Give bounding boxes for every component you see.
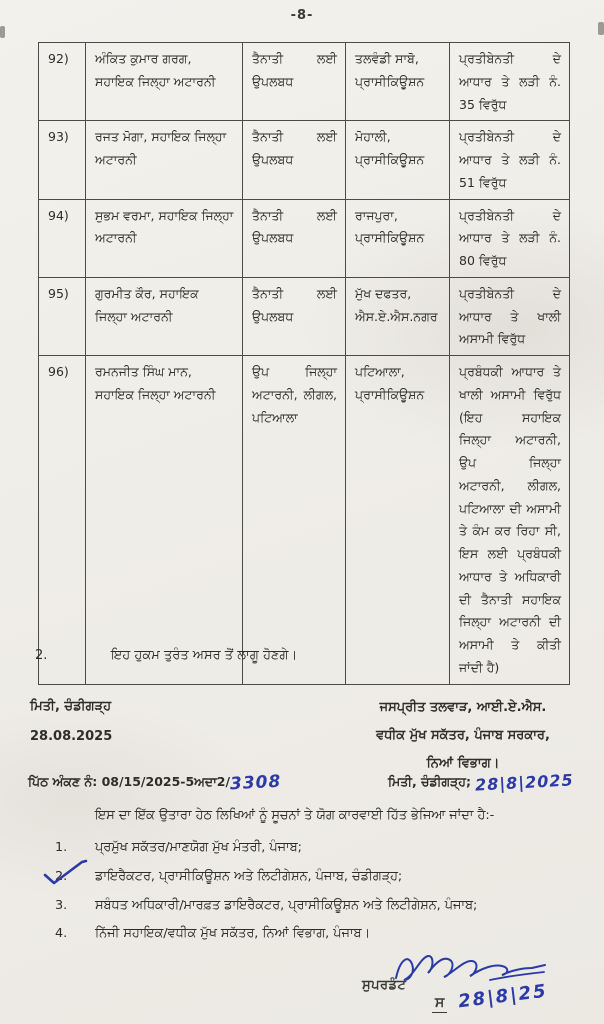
table-row xyxy=(39,277,570,355)
signatory-department: ਨਿਆਂ ਵਿਭਾਗ। xyxy=(426,755,500,771)
cell-station: ਮੁੱਖ ਦਫਤਰ, ਐਸ.ਏ.ਐਸ.ਨਗਰ xyxy=(346,277,450,355)
cell-posting: ਤੈਨਾਤੀ ਲਈ ਉਪਲਬਧ xyxy=(243,277,346,355)
distribution-item-text: ਨਿੱਜੀ ਸਹਾਇਕ/ਵਧੀਕ ਮੁੱਖ ਸਕੱਤਰ, ਨਿਆਂ ਵਿਭਾਗ, ਪੰਜਾਬ। xyxy=(95,926,371,941)
signature-date-handwritten: 28|8|25 xyxy=(457,980,549,1013)
cell-officer: ਗੁਰਮੀਤ ਕੌਰ, ਸਹਾਇਕ ਜਿਲ੍ਹਾ ਅਟਾਰਨੀ xyxy=(86,277,243,355)
distribution-item-number: 1. xyxy=(55,840,68,855)
cell-station: ਪਟਿਆਲਾ, ਪ੍ਰਾਸੀਕਿਊਸ਼ਨ xyxy=(346,356,450,685)
endorsement-ref-label: ਪਿੱਠ ਅੰਕਣ ਨੰ: 08/15/2025-5ਅਦਾ2/ xyxy=(28,774,231,789)
order-paragraph xyxy=(35,648,575,663)
cell-officer: ਸੁਭਮ ਵਰਮਾ, ਸਹਾਇਕ ਜਿਲ੍ਹਾ ਅਟਾਰਨੀ xyxy=(86,199,243,277)
order-paragraph-text: ਇਹ ਹੁਕਮ ਤੁਰੰਤ ਅਸਰ ਤੋਂ ਲਾਗੂ ਹੋਣਗੇ। xyxy=(111,648,298,663)
distribution-intro: ਇਸ ਦਾ ਇੱਕ ਉਤਾਰਾ ਹੇਠ ਲਿਖਿਆਂ ਨੂੰ ਸੂਚਨਾਂ ਤੇ ਯੋਗ ਕਾਰਵਾਈ ਹਿੱਤ ਭੇਜਿਆ ਜਾਂਦਾ ਹੈ:- xyxy=(95,808,495,823)
distribution-item-text: ਪ੍ਰਮੁੱਖ ਸਕੱਤਰ/ਮਾਣਯੋਗ ਮੁੱਖ ਮੰਤਰੀ, ਪੰਜਾਬ; xyxy=(95,840,302,855)
cell-posting: ਉਪ ਜਿਲ੍ਹਾ ਅਟਾਰਨੀ, ਲੀਗਲ, ਪਟਿਆਲਾ xyxy=(243,356,346,685)
cell-basis: ਪ੍ਰਬੰਧਕੀ ਆਧਾਰ ਤੇ ਖਾਲੀ ਅਸਾਮੀ ਵਿਰੁੱਧ (ਇਹ ਸਹਾਇਕ ਜਿਲ੍ਹਾ ਅਟਾਰਨੀ, ਉਪ ਜਿਲ੍ਹਾ ਅਟਾਰਨੀ, ਲੀਗਲ, ਪਟਿਆਲਾ ਦੀ ਅਸਾਮੀ ਤੇ ਕੰਮ ਕਰ ਰਿਹਾ ਸੀ, ਇਸ ਲਈ ਪ੍ਰਬੰਧਕੀ ਆਧਾਰ ਤੇ ਅਧਿਕਾਰੀ ਦੀ ਤੈਨਾਤੀ ਸਹਾਇਕ ਜਿਲ੍ਹਾ ਅਟਾਰਨੀ ਦੀ ਅਸਾਮੀ ਤੇ ਕੀਤੀ ਜਾਂਦੀ ਹੈ) xyxy=(450,356,570,685)
endorsement-ref-number-handwritten: 3308 xyxy=(229,771,282,795)
distribution-item-number: 2. xyxy=(55,869,68,884)
cell-serial: 94) xyxy=(39,199,86,277)
cell-basis: ਪ੍ਰਤੀਬੇਨਤੀ ਦੇ ਆਧਾਰ ਤੇ ਲੜੀ ਨੰ. 51 ਵਿਰੁੱਧ xyxy=(450,121,570,199)
table-row xyxy=(39,121,570,199)
cell-serial: 96) xyxy=(39,356,86,685)
cell-officer: ਅੰਕਿਤ ਕੁਮਾਰ ਗਰਗ, ਸਹਾਇਕ ਜਿਲ੍ਹਾ ਅਟਾਰਨੀ xyxy=(86,43,243,121)
signatory-block xyxy=(352,694,574,778)
cell-station: ਮੋਹਾਲੀ, ਪ੍ਰਾਸੀਕਿਊਸ਼ਨ xyxy=(346,121,450,199)
distribution-item-text: ਡਾਇਰੈਕਟਰ, ਪ੍ਰਾਸੀਕਿਊਸ਼ਨ ਅਤੇ ਲਿਟੀਗੇਸ਼ਨ, ਪੰਜਾਬ, ਚੰਡੀਗੜ੍ਹ; xyxy=(95,869,403,884)
table-row xyxy=(39,43,570,121)
cell-station: ਰਾਜਪੁਰਾ, ਪ੍ਰਾਸੀਕਿਊਸ਼ਨ xyxy=(346,199,450,277)
superintendent-signature-block xyxy=(360,938,575,1018)
checkmark-icon xyxy=(42,858,88,888)
cell-basis: ਪ੍ਰਤੀਬੇਨਤੀ ਦੇ ਆਧਾਰ ਤੇ ਲੜੀ ਨੰ. 80 ਵਿਰੁੱਧ xyxy=(450,199,570,277)
officers-table xyxy=(38,42,570,685)
endorsement-date-label: ਮਿਤੀ, ਚੰਡੀਗੜ੍ਹ; xyxy=(388,774,471,789)
order-paragraph-number: 2. xyxy=(35,648,48,663)
cell-basis: ਪ੍ਰਤੀਬੇਨਤੀ ਦੇ ਆਧਾਰ ਤੇ ਖਾਲੀ ਅਸਾਮੀ ਵਿਰੁੱਧ xyxy=(450,277,570,355)
cell-serial: 93) xyxy=(39,121,86,199)
cell-serial: 95) xyxy=(39,277,86,355)
cell-station: ਤਲਵੰਡੀ ਸਾਬੋ, ਪ੍ਰਾਸੀਕਿਊਸ਼ਨ xyxy=(346,43,450,121)
cell-serial: 92) xyxy=(39,43,86,121)
table-row xyxy=(39,356,570,685)
distribution-item-number: 3. xyxy=(55,898,68,913)
superintendent-stamp: ਸੁਪਰਡੰਟ xyxy=(362,978,407,993)
table-row xyxy=(39,199,570,277)
stamp-initial: ਸ xyxy=(432,995,447,1013)
order-date: 28.08.2025 xyxy=(30,728,113,744)
signature-scribble xyxy=(390,946,550,988)
cell-officer: ਰਜਤ ਮੋਗਾ, ਸਹਾਇਕ ਜਿਲ੍ਹਾ ਅਟਾਰਨੀ xyxy=(86,121,243,199)
endorsement-date-handwritten: 28|8|2025 xyxy=(474,770,575,795)
cell-basis: ਪ੍ਰਤੀਬੇਨਤੀ ਦੇ ਆਧਾਰ ਤੇ ਲੜੀ ਨੰ. 35 ਵਿਰੁੱਧ xyxy=(450,43,570,121)
endorsement-reference xyxy=(28,773,281,793)
cell-officer: ਰਮਨਜੀਤ ਸਿੰਘ ਮਾਨ, ਸਹਾਇਕ ਜਿਲ੍ਹਾ ਅਟਾਰਨੀ xyxy=(86,356,243,685)
date-place-block xyxy=(30,692,112,752)
endorsement-date xyxy=(388,770,575,795)
signatory-designation: ਵਧੀਕ ਮੁੱਖ ਸਕੱਤਰ, ਪੰਜਾਬ ਸਰਕਾਰ, xyxy=(376,727,550,743)
cell-posting: ਤੈਨਾਤੀ ਲਈ ਉਪਲਬਧ xyxy=(243,43,346,121)
scan-artifact-left xyxy=(0,26,5,38)
place-label: ਮਿਤੀ, ਚੰਡੀਗੜ੍ਹ xyxy=(30,699,112,714)
cell-posting: ਤੈਨਾਤੀ ਲਈ ਉਪਲਬਧ xyxy=(243,199,346,277)
page-number: -8- xyxy=(290,8,314,23)
distribution-item-text: ਸਬੰਧਤ ਅਧਿਕਾਰੀ/ਮਾਰਫ਼ਤ ਡਾਇਰੈਕਟਰ, ਪ੍ਰਾਸੀਕਿਊਸ਼ਨ ਅਤੇ ਲਿਟੀਗੇਸ਼ਨ, ਪੰਜਾਬ; xyxy=(95,898,478,913)
signatory-name: ਜਸਪ੍ਰੀਤ ਤਲਵਾੜ, ਆਈ.ਏ.ਐਸ. xyxy=(379,700,547,715)
distribution-item-number: 4. xyxy=(55,926,68,941)
cell-posting: ਤੈਨਾਤੀ ਲਈ ਉਪਲਬਧ xyxy=(243,121,346,199)
scan-artifact-right xyxy=(598,22,604,35)
